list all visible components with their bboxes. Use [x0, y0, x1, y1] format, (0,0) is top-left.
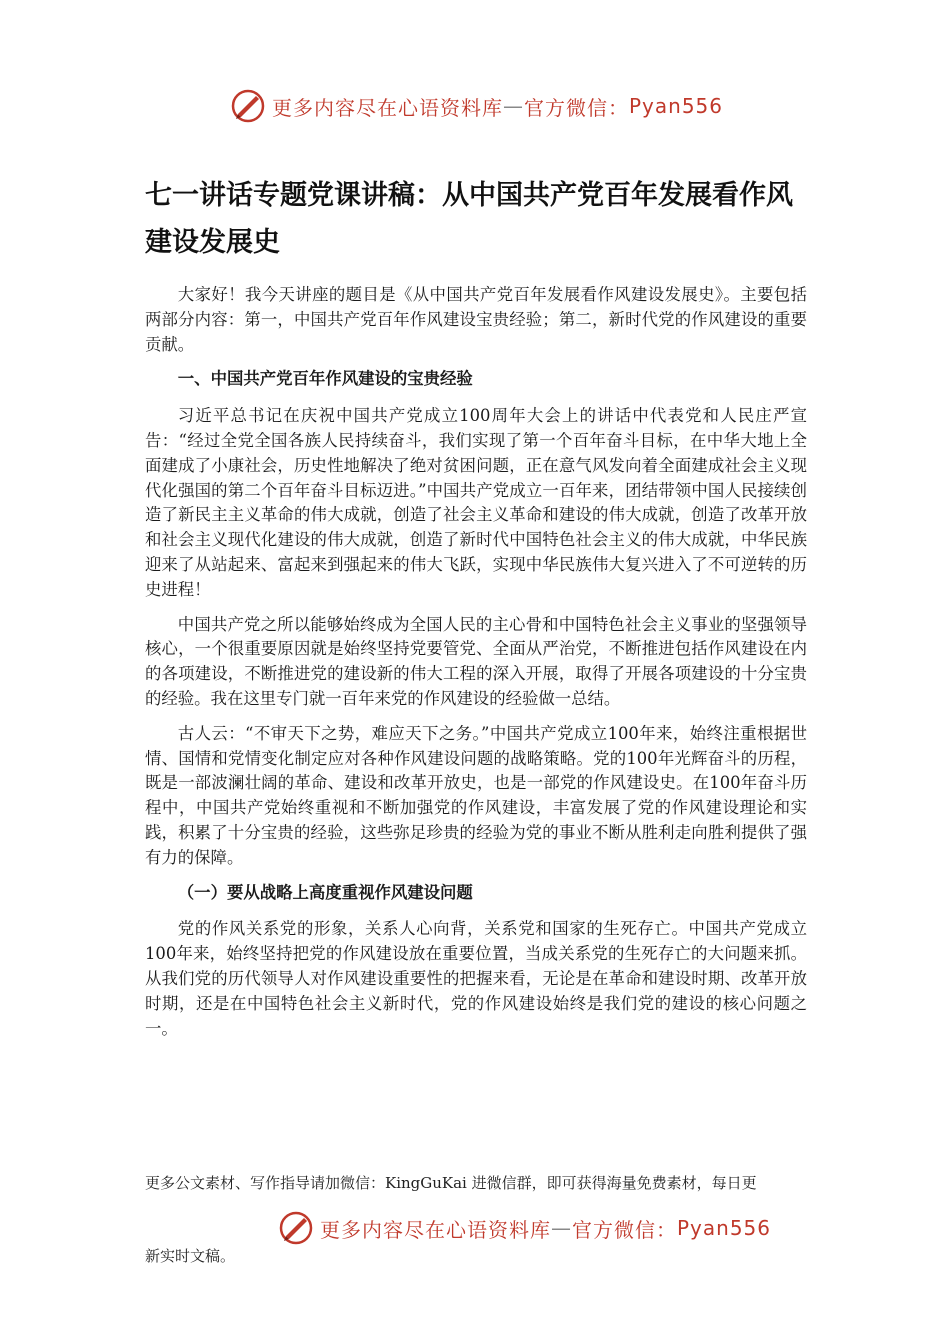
watermark-suffix: 官方微信： — [572, 1217, 677, 1242]
footer-note-line-1: 更多公文素材、写作指导请加微信：KingGuKai 进微信群，即可获得海量免费素材，每日更 — [145, 1174, 757, 1192]
watermark-text: 更多内容尽在心语资料库 — [272, 95, 503, 120]
paragraph-intro: 大家好！我今天讲座的题目是《从中国共产党百年发展看作风建设发展史》。主要包括两部分内容：第一，中国共产党百年作风建设宝贵经验；第二，新时代党的作风建设的重要贡献。 — [145, 285, 807, 354]
paragraph-3: 古人云：“不审天下之势，难应天下之务。”中国共产党成立100年来，始终注重根据世情、国情和党情变化制定应对各种作风建设问题的战略策略。党的100年光辉奋斗的历程，既是一部波澜壮阔的革命、建设和改革开放史，也是一部党的作风建设史。在100年奋斗历程中，中国共产党始终重视和不断加强党的作风建设，丰富发展了党的作风建设理论和实践，积累了十分宝贵的经验，这些弥足珍贵的经验为党的事业不断从胜利走向胜利提供了强有力的保障。 — [145, 723, 807, 867]
subsection-heading-1: （一）要从战略上高度重视作风建设问题 — [177, 882, 473, 902]
document-title: 七一讲话专题党课讲稿：从中国共产党百年发展看作风建设发展史 — [145, 180, 793, 258]
pen-logo-icon — [278, 1210, 314, 1246]
paragraph-1: 习近平总书记在庆祝中国共产党成立100周年大会上的讲话中代表党和人民庄严宣告：“经过全党全国各族人民持续奋斗，我们实现了第一个百年奋斗目标，在中华大地上全面建成了小康社会，历史性地解决了绝对贫困问题，正在意气风发向着全面建成社会主义现代化强国的第二个百年奋斗目标迈进。”中国共产党成立一百年来，团结带领中国人民接续创造了新民主主义革命的伟大成就，创造了社会主义革命和建设的伟大成就，创造了改革开放和社会主义现代化建设的伟大成就，创造了新时代中国特色社会主义的伟大成就，中华民族迎来了从站起来、富起来到强起来的伟大飞跃，实现中华民族伟大复兴进入了不可逆转的历史进程！ — [145, 406, 807, 599]
paragraph-4: 党的作风关系党的形象，关系人心向背，关系党和国家的生死存亡。中国共产党成立100年来，始终坚持把党的作风建设放在重要位置，当成关系党的生死存亡的大问题来抓。从我们党的历代领导人对作风建设重要性的把握来看，无论是在革命和建设时期、改革开放时期，还是在中国特色社会主义新时代，党的作风建设始终是我们党的建设的核心问题之一。 — [145, 919, 807, 1038]
watermark-text: 更多内容尽在心语资料库 — [320, 1217, 551, 1242]
paragraph-2: 中国共产党之所以能够始终成为全国人民的主心骨和中国特色社会主义事业的坚强领导核心，一个很重要原因就是始终坚持党要管党、全面从严治党，不断推进包括作风建设在内的各项建设，不断推进党的建设新的伟大工程的深入开展，取得了开展各项建设的十分宝贵的经验。我在这里专门就一百年来党的作风建设的经验做一总结。 — [145, 614, 807, 708]
watermark-handle: Pyan556 — [677, 1216, 772, 1240]
watermark-dash: — — [503, 94, 524, 118]
section-heading-1: 一、中国共产党百年作风建设的宝贵经验 — [177, 369, 473, 389]
watermark-handle: Pyan556 — [629, 94, 724, 118]
watermark-banner-top — [230, 85, 723, 127]
document-body — [145, 283, 807, 1051]
watermark-dash: — — [551, 1216, 572, 1240]
footer-note-line-2: 新实时文稿。 — [145, 1247, 236, 1265]
watermark-suffix: 官方微信： — [524, 95, 629, 120]
watermark-banner-bottom — [278, 1207, 771, 1249]
pen-logo-icon — [230, 88, 266, 124]
